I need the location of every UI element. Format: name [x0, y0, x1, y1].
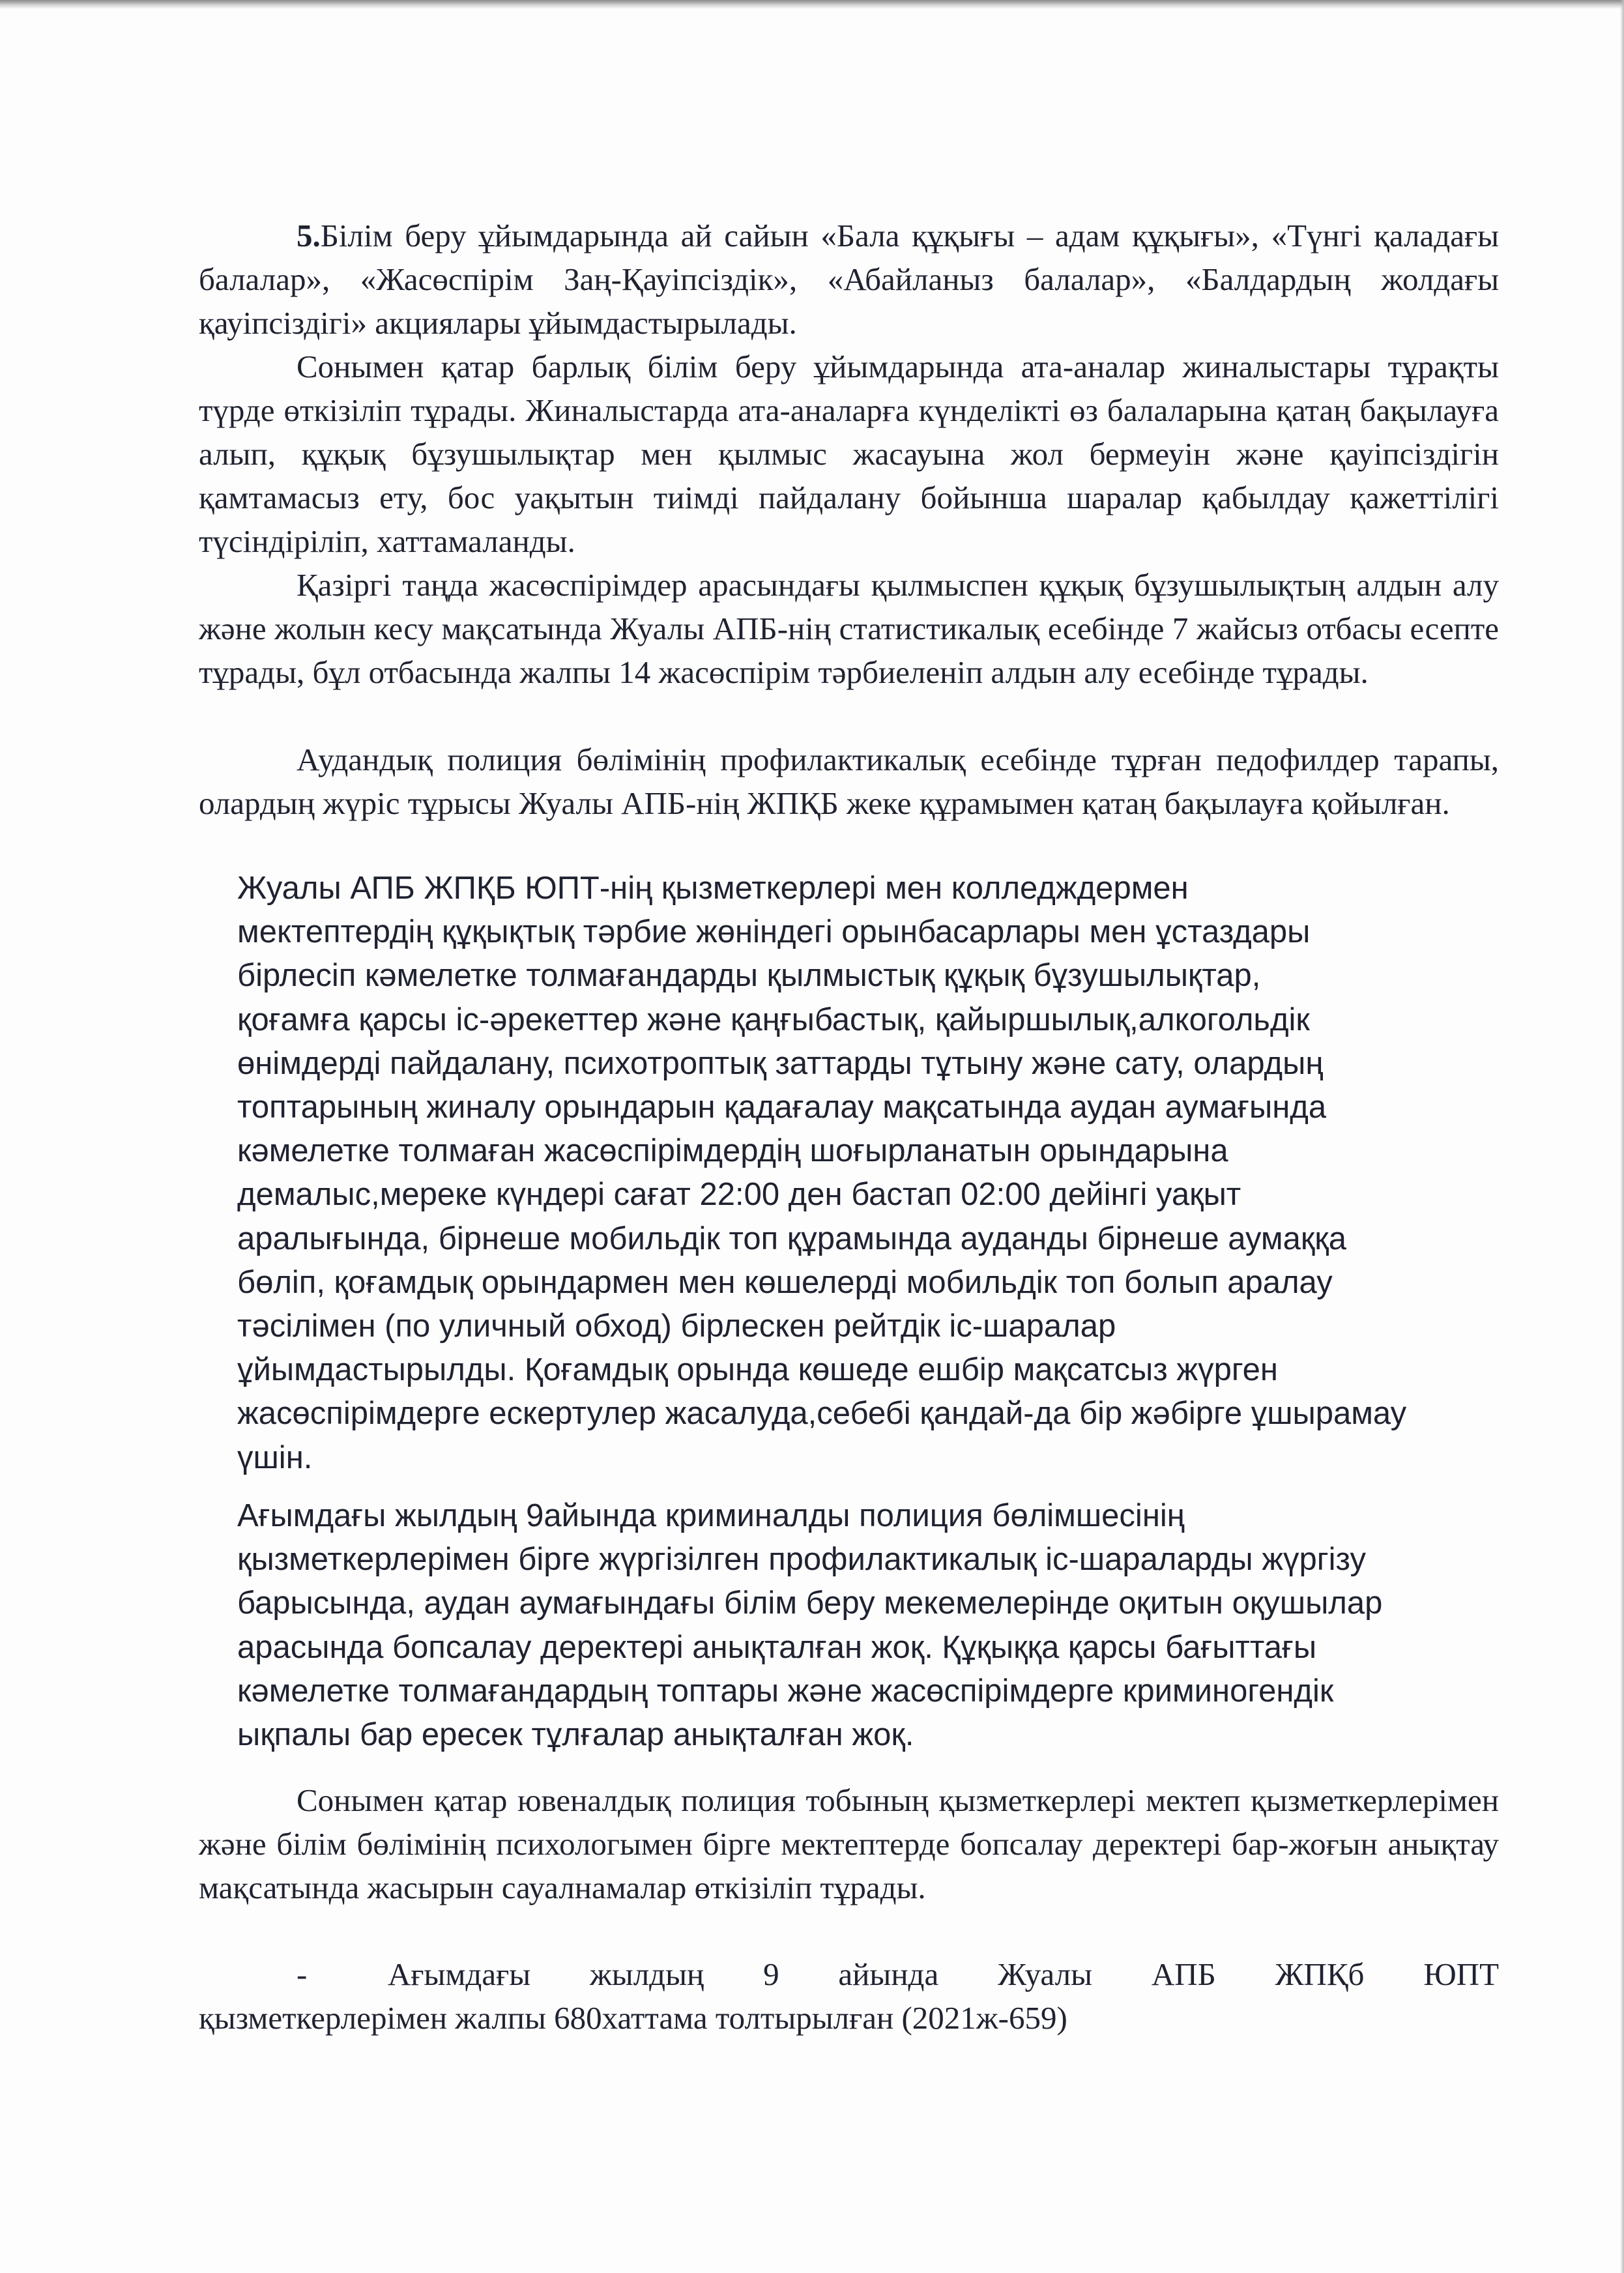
text-line: Ағымдағы жылдың 9 айында Жуалы АПБ ЖПҚб ЮПТ [388, 1956, 1499, 1992]
text-line: топтарының жиналу орындарын қадағалау мақсатында аудан аумағында [237, 1090, 1327, 1125]
text-line: қызметкерлерімен жалпы 680хаттама толтырылған (2021ж-659) [199, 2000, 1067, 2036]
paragraph-police-control: Аудандық полиция бөлімінің профилактикалық есебінде тұрған педофилдер тарапы, олардың жүріс тұрысы Жуалы АПБ-нің ЖПҚБ жеке құрамымен қатаң бақылауға қойылған. [199, 742, 1499, 821]
text-line: арасында бопсалау деректері анықталған жоқ. Құқыққа қарсы бағыттағы [237, 1629, 1317, 1665]
text-line: өнімдерді пайдалану, психотроптық заттарды тұтыну және сату, олардың [237, 1045, 1324, 1081]
scan-top-edge [0, 0, 1624, 9]
text-line: Жуалы АПБ ЖПҚБ ЮПТ-нің қызметкерлері мен колледждермен [237, 871, 1189, 906]
paragraph-number: 5. [297, 218, 321, 253]
text-line: Ағымдағы жылдың 9айында криминалды полиция бөлімшесінің [237, 1498, 1185, 1533]
text-line: үшін. [237, 1440, 313, 1475]
text-line: бөліп, қоғамдық орындармен мен көшелерді мобильдік топ болып аралау [237, 1264, 1333, 1300]
paragraph-joint-raids [237, 867, 1515, 1480]
text-line: кәмелетке толмаған жасөспірімдердің шоғырланатын орындарына [237, 1133, 1228, 1169]
paragraph-juvenile-prevention: Қазіргі таңда жасөспірімдер арасындағы қылмыспен құқық бұзушылықтың алдын алу және жолын кесу мақсатында Жуалы АПБ-нің статистикалық есебінде 7 жайсыз отбасы есепте тұрады, бұл отбасында жалпы 14 жасөспірім тәрбиеленіп алдын алу есебінде тұрады. [199, 567, 1499, 690]
text-line: ұйымдастырылды. Қоғамдық орында көшеде ешбір мақсатсыз жүрген [237, 1352, 1278, 1388]
text-line: қоғамға қарсы іс-әрекеттер және қаңғыбастық, қайыршылық,алкогольдік [237, 1002, 1310, 1037]
text-line: жасөспірімдерге ескертулер жасалуда,себебі қандай-да бір жәбірге ұшырамау [237, 1396, 1407, 1432]
text-line: аралығында, бірнеше мобильдік топ құрамында ауданды бірнеше аумаққа [237, 1221, 1346, 1256]
paragraph-parent-meetings: Сонымен қатар барлық білім беру ұйымдарында ата-аналар жиналыстары тұрақты түрде өткізіліп тұрады. Жиналыстарда ата-аналарға күнделікті өз балаларына қатаң бақылауға алып, құқық бұзушылықтар мен қылмыс жасауына жол бермеуін және қауіпсіздігін қамтамасыз ету, бос уақытын тиімді пайдалану бойынша шаралар қабылдау қажеттілігі түсіндіріліп, хаттамаланды. [199, 349, 1499, 559]
text-line: демалыс,мереке күндері сағат 22:00 ден бастап 02:00 дейінгі уақыт [237, 1177, 1241, 1213]
scan-right-edge [1620, 0, 1624, 2273]
paragraph-text: Білім беру ұйымдарында ай сайын «Бала құқығы – адам құқығы», «Түнгі қаладағы балалар», «Жасөспірім Заң-Қауіпсіздік», «Абайланыз балалар», «Балдардың жолдағы қауіпсіздігі» акциялары ұйымдастырылады. [199, 218, 1499, 341]
paragraph-5-actions [199, 214, 1499, 345]
list-dash: - [297, 1956, 308, 1992]
text-line: бірлесіп кәмелетке толмағандарды қылмыстық құқық бұзушылықтар, [237, 958, 1261, 994]
paragraph-surveys: Сонымен қатар ювеналдық полиция тобының қызметкерлері мектеп қызметкерлерімен және білім бөлімінің психологымен бірге мектептерде бопсалау деректері бар-жоғын анықтау мақсатында жасырын сауалнамалар өткізіліп тұрады. [199, 1782, 1499, 1905]
text-line: тәсілімен (по уличный обход) бірлескен рейтдік іс-шаралар [237, 1309, 1116, 1344]
text-line: ықпалы бар ересек тұлғалар анықталған жоқ. [237, 1717, 914, 1753]
paragraph-extortion-check [237, 1494, 1515, 1757]
text-line: кәмелетке толмағандардың топтары және жасөспірімдерге криминогендік [237, 1673, 1334, 1709]
text-line: қызметкерлерімен бірге жүргізілген профилактикалық іс-шараларды жүргізу [237, 1542, 1366, 1578]
text-line: мектептердің құқықтық тәрбие жөніндегі орынбасарлары мен ұстаздары [237, 914, 1311, 950]
text-line: барысында, аудан аумағындағы білім беру мекемелерінде оқитын оқушылар [237, 1585, 1383, 1621]
